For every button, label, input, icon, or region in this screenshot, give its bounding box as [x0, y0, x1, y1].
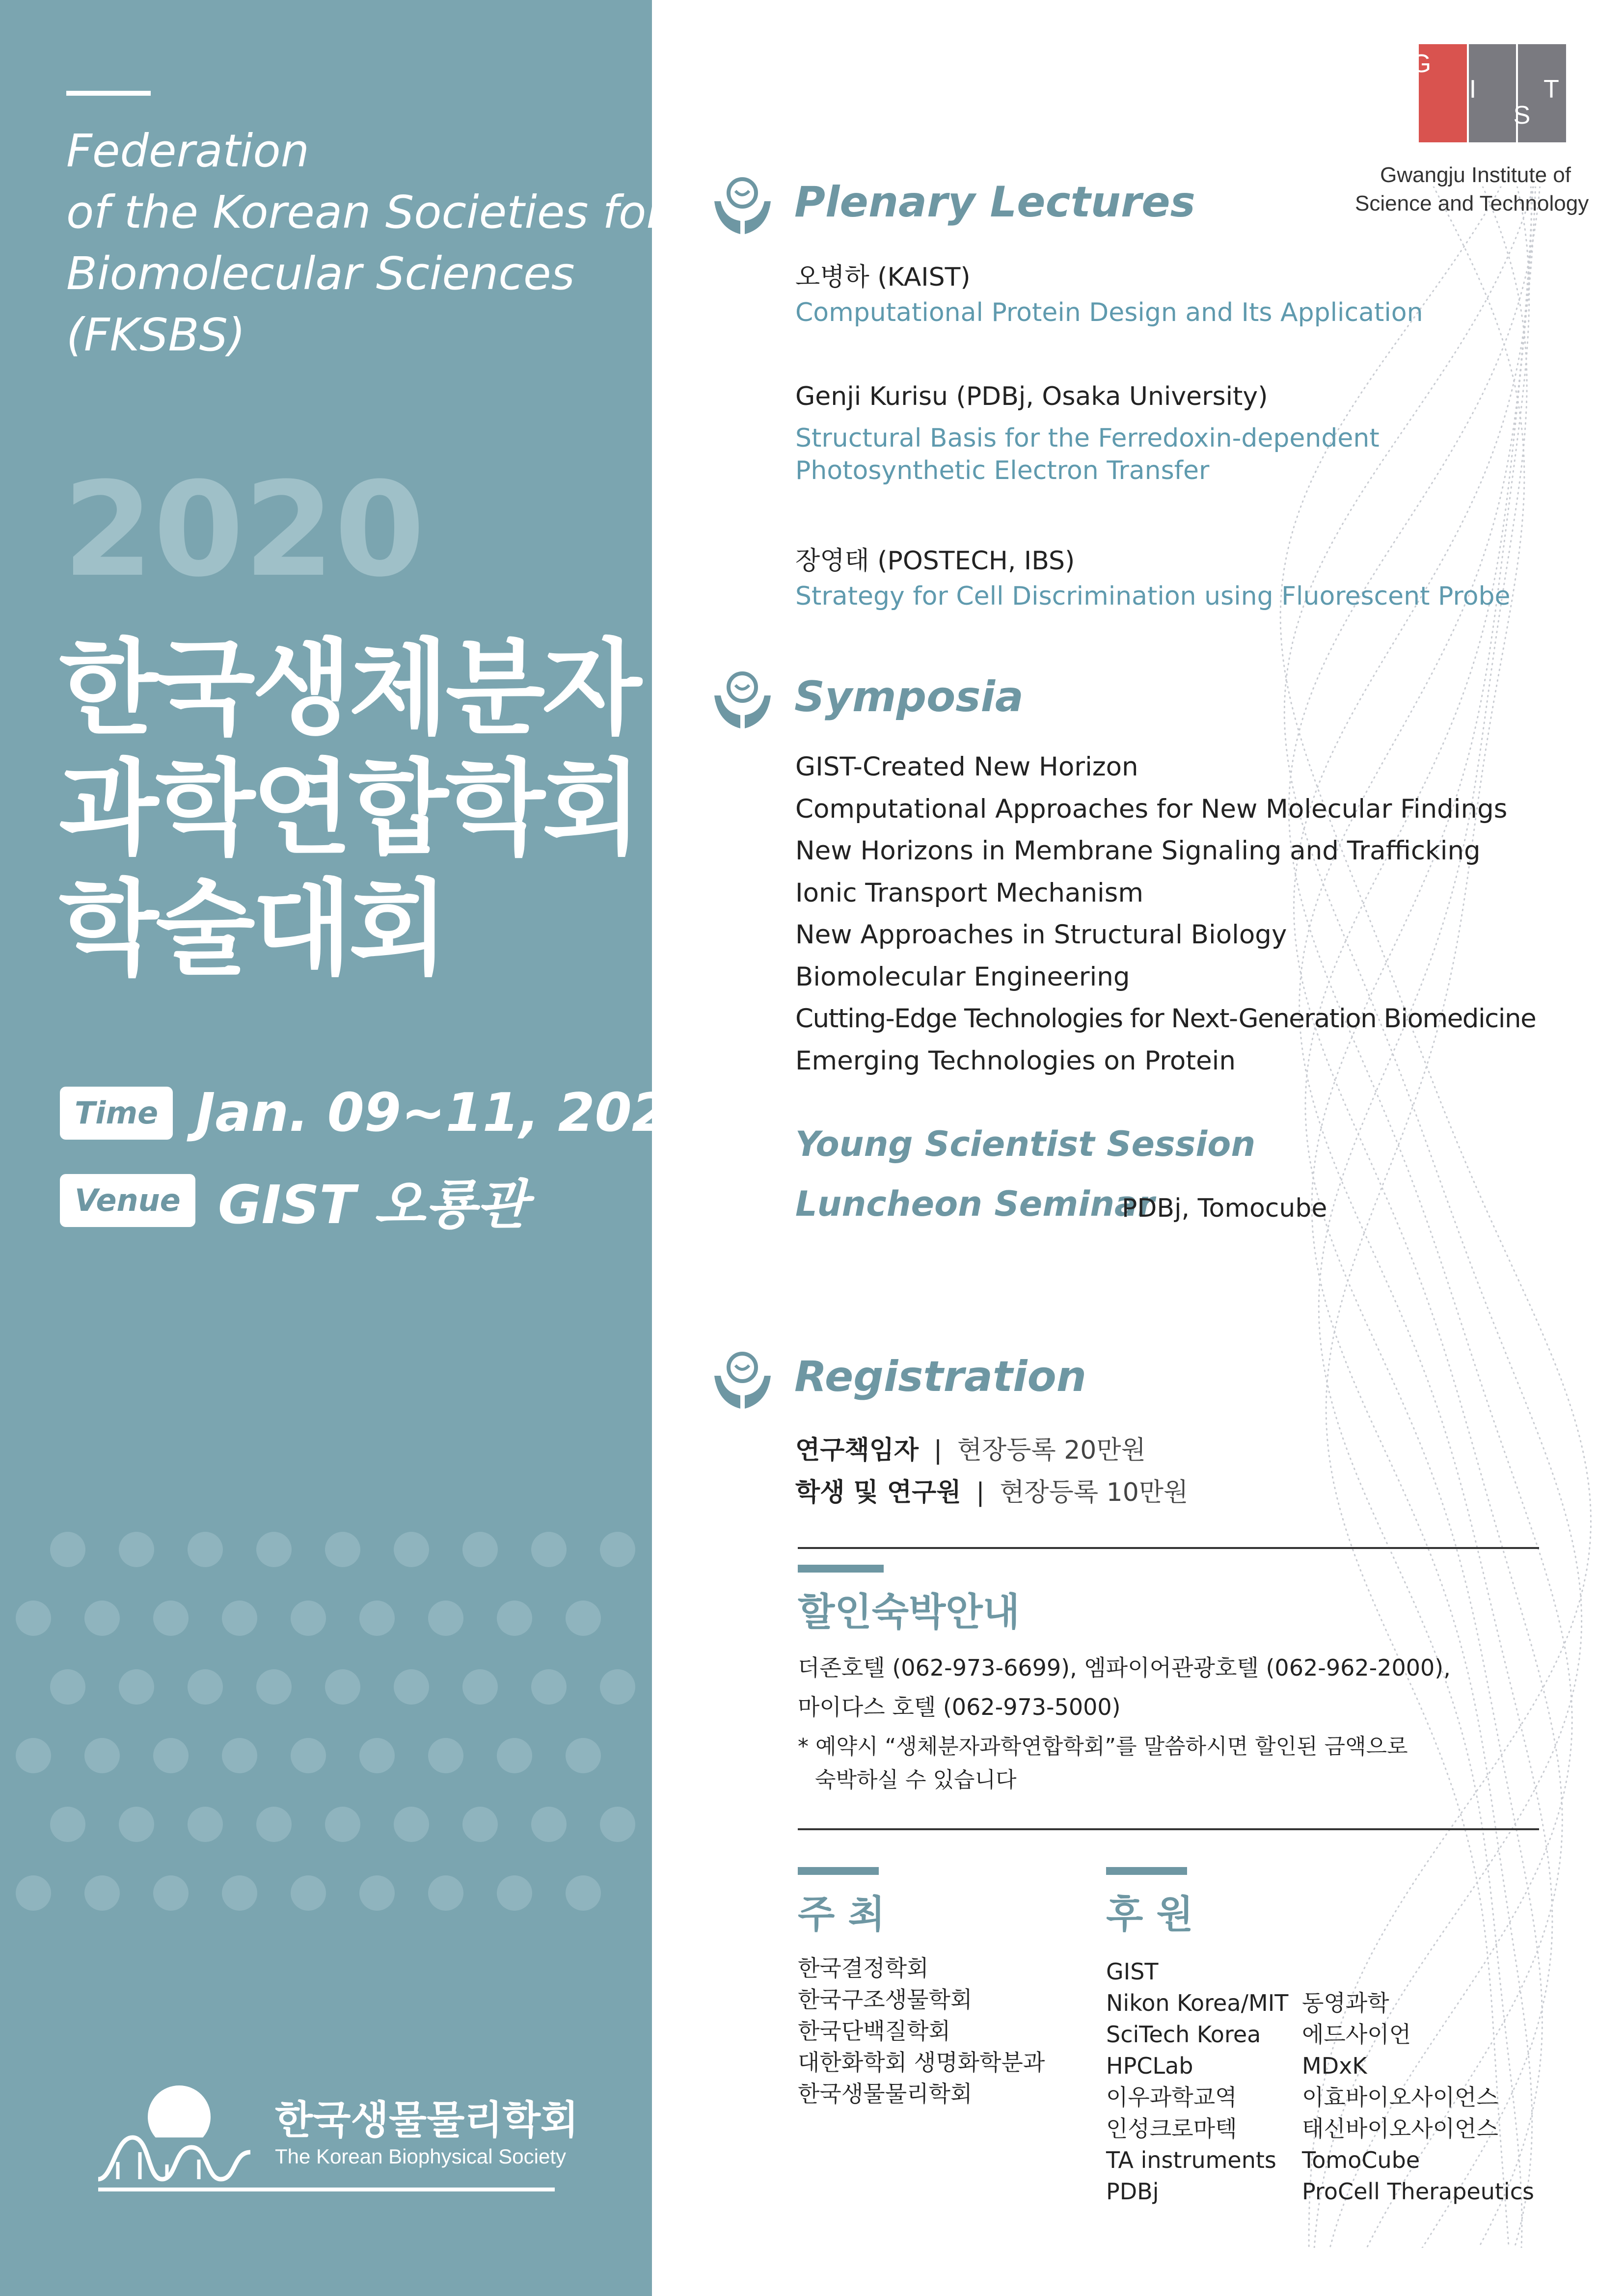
event-title-line: 학술대회	[59, 869, 446, 989]
luncheon-sponsors: PDBj, Tomocube	[1122, 1194, 1327, 1223]
plenary-speaker: Genji Kurisu (PDBj, Osaka University)	[795, 382, 1268, 411]
sponsor-item: HPCLab	[1106, 2053, 1193, 2079]
decor-dot	[600, 1669, 635, 1705]
decor-dot	[359, 1738, 395, 1773]
sponsor-item: Nikon Korea/MIT	[1106, 1990, 1289, 2016]
decor-dot	[428, 1738, 463, 1773]
plenary-talk-title: Computational Protein Design and Its Application	[795, 298, 1423, 327]
sponsor-item: ProCell Therapeutics	[1302, 2178, 1534, 2205]
sponsor-item: GIST	[1106, 1958, 1159, 1985]
registration-fee: 현장등록 10만원	[1000, 1478, 1189, 1507]
decor-dot	[119, 1807, 154, 1842]
gist-logo	[1355, 44, 1589, 221]
decor-dot	[566, 1601, 601, 1636]
decor-dot	[531, 1807, 567, 1842]
decor-dot	[462, 1807, 498, 1842]
sponsor-item: 태신바이오사이언스	[1302, 2115, 1498, 2142]
decor-dot	[462, 1669, 498, 1705]
federation-line: Federation	[66, 125, 309, 177]
decor-dot	[50, 1807, 85, 1842]
divider-line	[798, 1828, 1539, 1830]
host-item: 한국구조생물학회	[798, 1986, 973, 2013]
venue-tag: Venue	[60, 1174, 195, 1227]
plenary-talk-title: Photosynthetic Electron Transfer	[795, 456, 1210, 485]
sponsor-item: SciTech Korea	[1106, 2021, 1261, 2048]
sponsor-item: 이우과학교역	[1106, 2084, 1237, 2110]
decor-dot	[188, 1807, 223, 1842]
sponsor-item: TomoCube	[1302, 2147, 1420, 2173]
decor-dot	[394, 1669, 429, 1705]
gist-logo-text	[1355, 161, 1589, 218]
host-item: 대한화학회 생명화학분과	[798, 2049, 1045, 2076]
decor-dot	[566, 1738, 601, 1773]
venue-row	[60, 1162, 528, 1238]
decor-dot	[600, 1532, 635, 1567]
decor-dot	[359, 1601, 395, 1636]
registration-who: 학생 및 연구원	[795, 1478, 961, 1507]
decor-dot	[291, 1738, 326, 1773]
sponsor-item: 이효바이오사이언스	[1302, 2084, 1498, 2110]
registration-row	[795, 1429, 1146, 1466]
decor-dot	[325, 1807, 360, 1842]
symposium-item: Emerging Technologies on Protein	[795, 1045, 1236, 1076]
gist-logo-text-line: Gwangju Institute of	[1380, 163, 1571, 187]
decor-dot	[84, 1738, 120, 1773]
decor-dot	[600, 1807, 635, 1842]
kbs-underline	[98, 2188, 555, 2191]
sponsor-item: 동영과학	[1302, 1990, 1389, 2016]
sponsor-item: PDBj	[1106, 2178, 1159, 2205]
plenary-heading: Plenary Lectures	[794, 178, 1195, 227]
time-row	[60, 1082, 705, 1144]
decor-dot	[428, 1875, 463, 1911]
event-title	[59, 628, 639, 989]
decor-dot	[50, 1669, 85, 1705]
decor-dot	[119, 1532, 154, 1567]
logo-letter: T	[1543, 75, 1559, 104]
federation-line: (FKSBS)	[66, 309, 245, 361]
symposium-item: Computational Approaches for New Molecular Findings	[795, 794, 1508, 824]
decor-dot	[256, 1807, 292, 1842]
wave-strand	[1284, 187, 1589, 2248]
wave-strand	[1312, 187, 1532, 2248]
hotel-line: 마이다스 호텔 (062-973-5000)	[798, 1694, 1121, 1720]
kbs-name-en: The Korean Biophysical Society	[275, 2145, 566, 2168]
decor-dot	[222, 1738, 257, 1773]
hands-globe-icon	[712, 174, 773, 238]
host-item: 한국단백질학회	[798, 2018, 951, 2044]
decor-dot	[394, 1532, 429, 1567]
hotel-line: 더존호텔 (062-973-6699), 엠파이어관광호텔 (062-962-2000),	[798, 1655, 1451, 1681]
decor-dot	[16, 1738, 51, 1773]
federation-line: of the Korean Societies for	[66, 186, 665, 239]
sponsor-heading: 후 원	[1106, 1893, 1193, 1937]
symposium-item: GIST-Created New Horizon	[795, 752, 1138, 782]
sponsor-item: 인성크로마텍	[1106, 2115, 1237, 2142]
event-title-line: 한국생체분자	[59, 628, 639, 748]
symposium-item: New Approaches in Structural Biology	[795, 920, 1287, 950]
decor-dot	[222, 1875, 257, 1911]
symposium-item: New Horizons in Membrane Signaling and Trafficking	[795, 836, 1481, 866]
decor-dot	[153, 1601, 189, 1636]
kbs-logo	[93, 2079, 579, 2216]
decor-dot	[359, 1875, 395, 1911]
decor-dot	[188, 1669, 223, 1705]
decor-dot	[291, 1875, 326, 1911]
plenary-talk-title: Structural Basis for the Ferredoxin-dependent	[795, 424, 1380, 453]
decor-dot	[325, 1532, 360, 1567]
wave-strand	[1289, 187, 1589, 2248]
time-tag: Time	[60, 1087, 173, 1140]
decor-dot	[84, 1875, 120, 1911]
plenary-speaker: 장영태 (POSTECH, IBS)	[795, 546, 1075, 576]
decor-dot	[50, 1532, 85, 1567]
dot-pattern	[0, 1514, 652, 1956]
decor-dot	[566, 1875, 601, 1911]
decor-dot	[16, 1875, 51, 1911]
logo-letter: S	[1513, 101, 1531, 130]
decor-dot	[462, 1532, 498, 1567]
symposia-heading: Symposia	[794, 672, 1024, 721]
decor-dot	[428, 1601, 463, 1636]
luncheon-seminar: Luncheon Seminar	[795, 1184, 1155, 1224]
decor-dot	[497, 1875, 532, 1911]
gist-logo-text-line: Science and Technology	[1355, 191, 1589, 215]
left-panel	[0, 0, 706, 2296]
wave-strand	[1319, 187, 1527, 2248]
decor-dot	[531, 1532, 567, 1567]
top-accent-bar	[66, 91, 151, 96]
decor-dot	[84, 1601, 120, 1636]
registration-heading: Registration	[794, 1352, 1086, 1401]
logo-letter: I	[1469, 75, 1477, 104]
venue-value: GIST 오룡관	[217, 1175, 528, 1236]
event-title-line: 과학연합학회	[59, 748, 639, 869]
sponsor-accent-bar	[1106, 1867, 1187, 1875]
decor-dot	[256, 1532, 292, 1567]
symposium-item: Biomolecular Engineering	[795, 961, 1130, 992]
time-value: Jan. 09~11, 2020	[195, 1082, 706, 1144]
sponsor-item: MDxK	[1302, 2053, 1367, 2079]
wave-strand	[1294, 187, 1562, 2248]
kbs-emblem-icon	[93, 2079, 270, 2196]
hotel-note: 숙박하실 수 있습니다	[815, 1767, 1017, 1792]
decor-dot	[497, 1601, 532, 1636]
divider-line	[798, 1547, 1539, 1549]
decor-dot	[119, 1669, 154, 1705]
sponsor-list-col1	[1106, 1956, 1288, 2207]
decor-dot	[16, 1601, 51, 1636]
decor-dot	[188, 1532, 223, 1567]
decor-dot	[394, 1807, 429, 1842]
host-item: 한국생물물리학회	[798, 2081, 973, 2107]
decor-dot	[325, 1669, 360, 1705]
host-item: 한국결정학회	[798, 1955, 929, 1981]
hotel-accent-bar	[798, 1565, 884, 1573]
host-accent-bar	[798, 1867, 879, 1875]
logo-letter: G	[1411, 50, 1432, 78]
registration-who: 연구책임자	[795, 1436, 919, 1465]
symposium-item: Ionic Transport Mechanism	[795, 878, 1144, 908]
symposium-item: Cutting-Edge Technologies for Next-Generation Biomedicine	[795, 1004, 1536, 1034]
hotel-heading: 할인숙박안내	[798, 1590, 1020, 1634]
hotel-note: * 예약시 “생체분자과학연합학회”를 말씀하시면 할인된 금액으로	[798, 1734, 1408, 1759]
federation-line: Biomolecular Sciences	[66, 247, 575, 300]
hands-globe-icon	[712, 1349, 773, 1413]
kbs-name-ko: 한국생물물리학회	[275, 2097, 579, 2143]
registration-fee: 현장등록 20만원	[957, 1436, 1146, 1465]
decor-dot	[222, 1601, 257, 1636]
decor-dot	[531, 1669, 567, 1705]
federation-name	[66, 120, 665, 366]
host-heading: 주 최	[798, 1893, 885, 1937]
plenary-talk-title: Strategy for Cell Discrimination using Fluorescent Probe	[795, 582, 1511, 611]
event-year: 2020	[63, 454, 425, 606]
registration-separator: |	[933, 1436, 943, 1465]
decor-dot	[153, 1738, 189, 1773]
plenary-speaker: 오병하 (KAIST)	[795, 263, 971, 292]
symposia-list	[795, 746, 1536, 1082]
young-scientist-session: Young Scientist Session	[795, 1124, 1256, 1164]
sponsor-list-col2	[1302, 1987, 1534, 2207]
host-list	[798, 1952, 1045, 2109]
decor-dot	[256, 1669, 292, 1705]
decor-dot	[291, 1601, 326, 1636]
sponsor-item: TA instruments	[1106, 2147, 1276, 2173]
sponsor-item: 에드사이언	[1302, 2021, 1411, 2048]
decor-dot	[153, 1875, 189, 1911]
registration-separator: |	[976, 1478, 985, 1507]
hands-globe-icon	[712, 668, 773, 732]
registration-row	[795, 1471, 1188, 1508]
decor-dot	[497, 1738, 532, 1773]
